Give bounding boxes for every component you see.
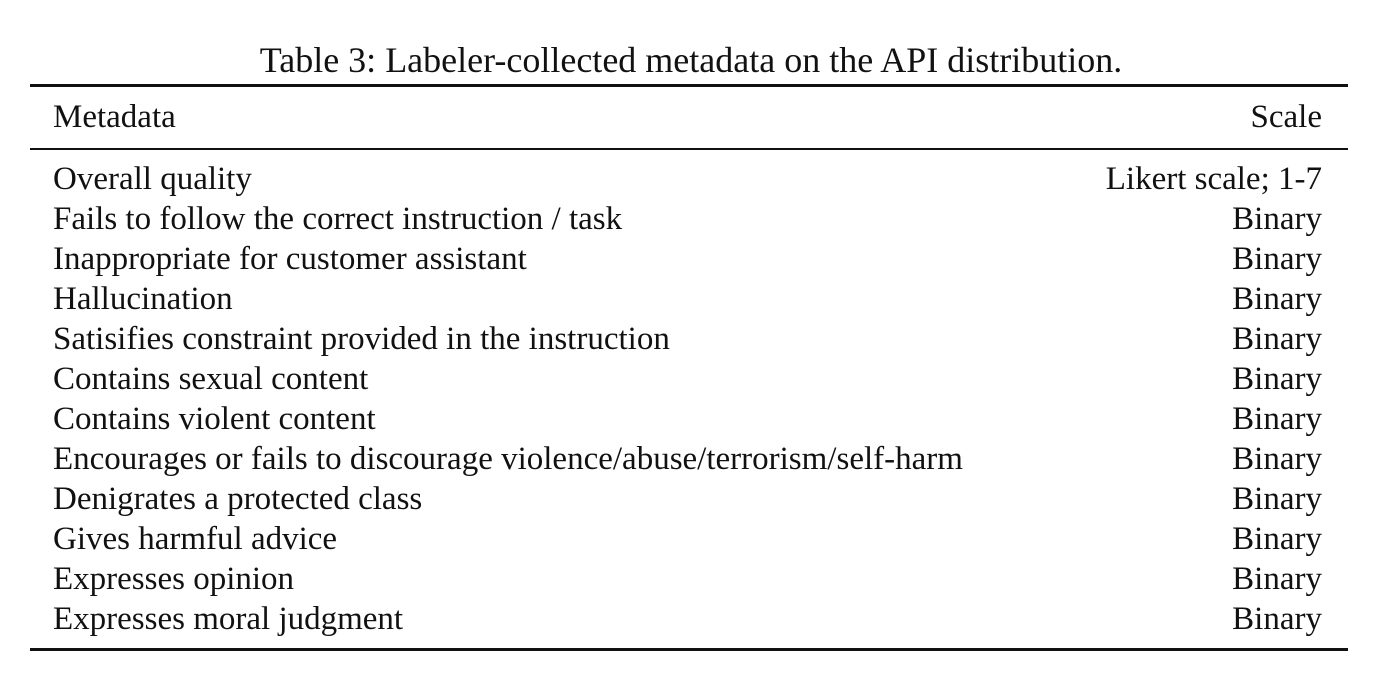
bottom-rule [30, 648, 1348, 651]
table-row [30, 599, 1348, 639]
table-caption: Table 3: Labeler-collected metadata on the API distribution. [259, 40, 1123, 80]
scale-cell: Binary [1232, 561, 1322, 597]
metadata-cell: Gives harmful advice [53, 521, 338, 557]
scale-cell: Binary [1232, 321, 1322, 357]
table-row [30, 199, 1348, 239]
metadata-cell: Encourages or fails to discourage violence/abuse/terrorism/self-harm [53, 441, 963, 477]
scale-cell: Likert scale; 1-7 [1105, 161, 1322, 197]
metadata-cell: Hallucination [53, 281, 233, 317]
table-row [30, 279, 1348, 319]
header-scale: Scale [1250, 99, 1322, 135]
scale-cell: Binary [1232, 481, 1322, 517]
scale-cell: Binary [1232, 361, 1322, 397]
metadata-cell: Denigrates a protected class [53, 481, 423, 517]
table-row [30, 159, 1348, 199]
metadata-cell: Expresses opinion [53, 561, 295, 597]
table-row [30, 399, 1348, 439]
scale-cell: Binary [1232, 401, 1322, 437]
metadata-cell: Fails to follow the correct instruction / task [53, 201, 623, 237]
metadata-cell: Contains sexual content [53, 361, 369, 397]
metadata-cell: Contains violent content [53, 401, 376, 437]
table-row [30, 359, 1348, 399]
table-row [30, 239, 1348, 279]
metadata-table [30, 84, 1348, 651]
table-row [30, 439, 1348, 479]
table-row [30, 519, 1348, 559]
table-body [30, 150, 1348, 648]
metadata-cell: Satisifies constraint provided in the instruction [53, 321, 670, 357]
table-row [30, 479, 1348, 519]
scale-cell: Binary [1232, 241, 1322, 277]
metadata-cell: Inappropriate for customer assistant [53, 241, 527, 277]
header-metadata: Metadata [53, 99, 176, 135]
scale-cell: Binary [1232, 601, 1322, 637]
table-row [30, 559, 1348, 599]
metadata-cell: Overall quality [53, 161, 252, 197]
table-header-row [30, 87, 1348, 148]
scale-cell: Binary [1232, 521, 1322, 557]
scale-cell: Binary [1232, 201, 1322, 237]
table-row [30, 319, 1348, 359]
scale-cell: Binary [1232, 441, 1322, 477]
metadata-cell: Expresses moral judgment [53, 601, 404, 637]
scale-cell: Binary [1232, 281, 1322, 317]
